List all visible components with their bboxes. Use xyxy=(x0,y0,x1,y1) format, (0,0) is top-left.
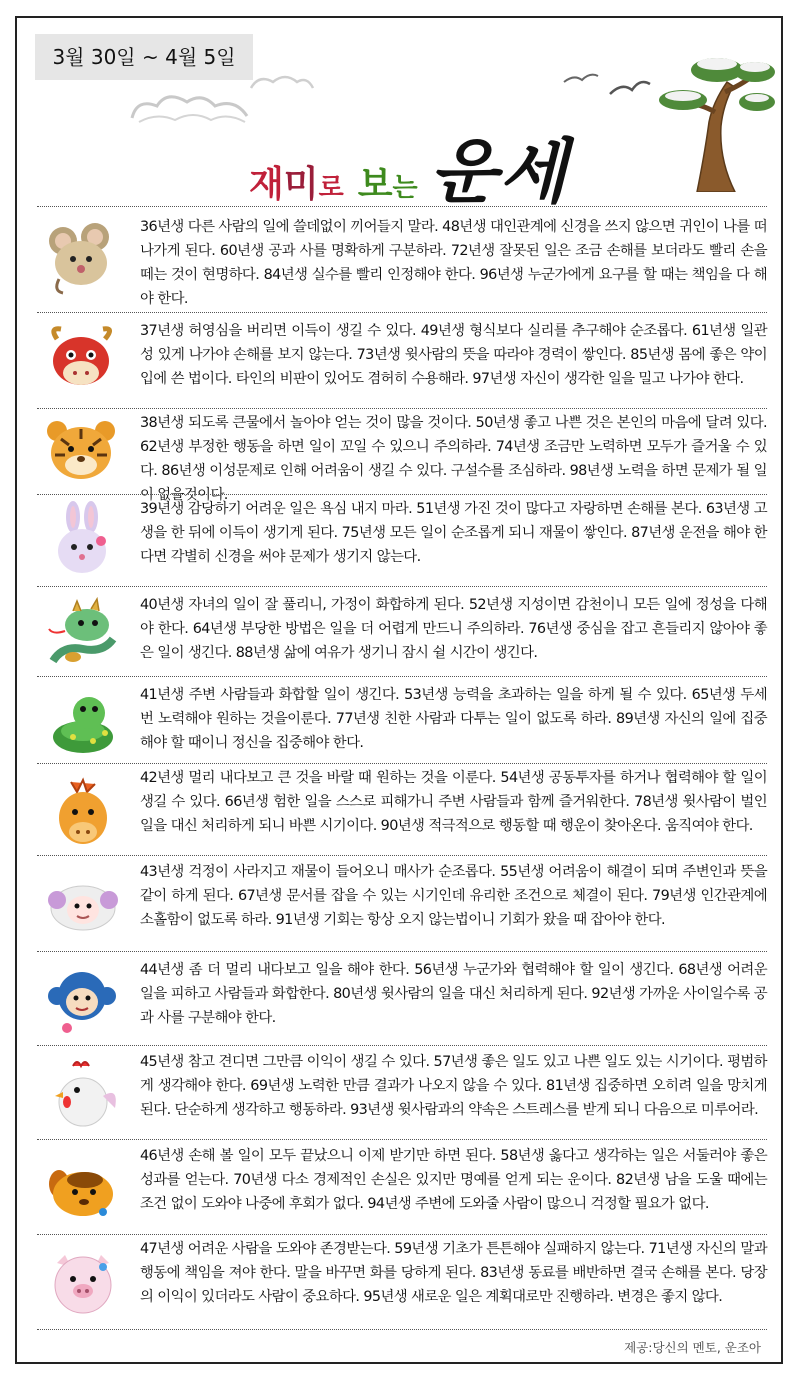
title-char: 로 xyxy=(318,173,344,203)
list-item xyxy=(37,676,767,763)
cloud-icon xyxy=(127,88,257,126)
title-char: 는 xyxy=(392,173,418,203)
title-main: 운세 xyxy=(429,130,569,213)
list-item xyxy=(37,312,767,408)
fortune-text: 40년생 자녀의 일이 잘 풀리니, 가정이 화합하게 된다. 52년생 지성이면 감천이니 모든 일에 정성을 다해야 한다. 64년생 부당한 방법은 일을 더 어렵게 만드니 주의하라. 76년생 중심을 잡고 흔들리지 않아야 좋은 일이 생긴다. 88년생 삶에 여유가 생기니 잠시 쉴 시간이 생긴다. xyxy=(140,597,767,661)
title-char: 보 xyxy=(357,164,393,205)
fortune-page xyxy=(15,16,783,1364)
rat-icon xyxy=(43,219,123,299)
fortune-text: 41년생 주변 사람들과 화합할 일이 생긴다. 53년생 능력을 초과하는 일을 하게 될 수 있다. 65년생 두세 번 노력해야 원하는 것을이룬다. 77년생 친한 사람과 다투는 일이 없도록 하라. 89년생 자신의 일에 집중해야 할 때이니 정신을 집중해야 한다. xyxy=(140,687,767,751)
list-item xyxy=(37,763,767,855)
list-item xyxy=(37,206,767,312)
title-char: 재 xyxy=(249,164,284,205)
date-range-label: 3월 30일 ~ 4월 5일 xyxy=(35,34,253,80)
page-title xyxy=(249,116,569,213)
fortune-text: 36년생 다른 사람의 일에 쓸데없이 끼어들지 말라. 48년생 대인관계에 신경을 쓰지 않으면 귀인이 나를 떠나가게 된다. 60년생 공과 사를 명확하게 구분하라. 72년생 잘못된 일은 조금 손해를 보더라도 빨리 손을 떼는 것이 현명하다. 84년생 실수를 빨리 인정해야 한다. 96년생 누군가에게 요구를 할 때는 책임을 다 해야 한다. xyxy=(140,219,767,307)
divider xyxy=(37,1329,767,1330)
dragon-icon xyxy=(43,595,123,675)
tiger-icon xyxy=(43,411,123,491)
title-char: 미 xyxy=(283,164,319,205)
list-item xyxy=(37,408,767,503)
fortune-text: 47년생 어려운 사람을 도와야 존경받는다. 59년생 기초가 튼튼해야 실패하지 않는다. 71년생 자신의 말과 행동에 책임을 져야 한다. 말을 바꾸면 화를 당하게 된다. 83년생 동료를 배반하면 결국 손해를 본다. 당장의 이익이 있더라도 사람이 중요하다. 95년생 새로운 일은 계획대로만 진행하라. 변경은 좋지 않다. xyxy=(140,1241,767,1305)
pine-tree-icon xyxy=(657,42,777,192)
list-item xyxy=(37,855,767,951)
cloud-icon xyxy=(247,70,317,94)
pig-icon xyxy=(43,1243,123,1323)
fortune-text: 38년생 되도록 큰물에서 놀아야 얻는 것이 많을 것이다. 50년생 좋고 나쁜 것은 본인의 마음에 달려 있다. 62년생 부정한 행동을 하면 일이 꼬일 수 있으니 주의하라. 74년생 조금만 노력하면 모두가 즐거울 수 있다. 86년생 이성문제로 인해 어려움이 생길 수 있다. 구설수를 조심하라. 98년생 노력을 하면 문제가 될 일이 없을것이다. xyxy=(140,415,767,503)
rooster-icon xyxy=(43,1056,123,1136)
fortune-text: 45년생 참고 견디면 그만큼 이익이 생길 수 있다. 57년생 좋은 일도 있고 나쁜 일도 있는 시기이다. 평범하게 생각해야 한다. 69년생 노력한 만큼 결과가 나오지 않을 수 있다. 81년생 집중하면 오히려 일을 망치게 된다. 단순하게 생각하고 행동하라. 93년생 윗사람과의 약속은 스트레스를 받게 되니 다음으로 미루어라. xyxy=(140,1054,767,1118)
ox-icon xyxy=(43,321,123,401)
rabbit-icon xyxy=(43,501,123,581)
fortune-text: 44년생 좀 더 멀리 내다보고 일을 해야 한다. 56년생 누군가와 협력해야 할 일이 생긴다. 68년생 어려운 일을 피하고 사람들과 화합한다. 80년생 윗사람의 일을 대신 처리하게 된다. 92년생 가까운 사이일수록 공과 사를 구분해야 한다. xyxy=(140,962,767,1026)
fortune-text: 39년생 감당하기 어려운 일은 욕심 내지 마라. 51년생 가진 것이 많다고 자랑하면 손해를 본다. 63년생 고생을 한 뒤에 이득이 생기게 된다. 75년생 모든 일이 순조롭게 되니 재물이 쌓인다. 87년생 운전을 해야 한다면 각별히 신경을 써야 문제가 생기지 않는다. xyxy=(140,501,767,565)
fortune-text: 43년생 걱정이 사라지고 재물이 들어오니 매사가 순조롭다. 55년생 어려움이 해결이 되며 주변인과 뜻을 같이 하게 된다. 67년생 문서를 잡을 수 있는 시기인데 유리한 조건으로 체결이 된다. 79년생 인간관계에 소홀함이 없도록 하라. 91년생 기회는 항상 오지 않는법이니 기회가 왔을 때 잡아야 한다. xyxy=(140,864,767,928)
monkey-icon xyxy=(43,960,123,1040)
sheep-icon xyxy=(43,864,123,944)
horse-icon xyxy=(43,772,123,852)
list-item xyxy=(37,1045,767,1139)
fortune-text: 42년생 멀리 내다보고 큰 것을 바랄 때 원하는 것을 이룬다. 54년생 공동투자를 하거나 협력해야 할 일이 생길 수 있다. 66년생 험한 일을 스스로 피해가니 주변 사람들과 함께 즐거워한다. 78년생 윗사람이 벌인 일을 대신 처리하게 되니 바쁜 시기이다. 90년생 적극적으로 행동할 때 행운이 찾아온다. 움직여야 한다. xyxy=(140,770,767,834)
list-item xyxy=(37,494,767,586)
list-item xyxy=(37,951,767,1045)
fortune-text: 37년생 허영심을 버리면 이득이 생길 수 있다. 49년생 형식보다 실리를 추구해야 순조롭다. 61년생 일관성 있게 나가야 손해를 보지 않는다. 73년생 윗사람의 뜻을 따라야 경력이 쌓인다. 85년생 몸에 좋은 약이 입에 쓴 법이다. 타인의 비판이 있어도 겸허히 수용해라. 97년생 자신이 생각한 일을 밀고 나가야 한다. xyxy=(140,323,767,387)
list-item xyxy=(37,1234,767,1326)
fortune-text: 46년생 손해 볼 일이 모두 끝났으니 이제 받기만 하면 된다. 58년생 옳다고 생각하는 일은 서둘러야 좋은 성과를 얻는다. 70년생 다소 경제적인 손실은 있지만 명예를 얻게 되는 운이다. 82년생 남을 도울 때에는 조건 없이 도와야 나중에 후회가 없다. 94년생 주변에 도와줄 사람이 많으니 걱정할 필요가 없다. xyxy=(140,1148,767,1212)
list-item xyxy=(37,586,767,676)
snake-icon xyxy=(43,681,123,761)
birds-icon xyxy=(562,66,652,106)
list-item xyxy=(37,1139,767,1234)
dog-icon xyxy=(43,1150,123,1230)
fortune-list xyxy=(37,206,767,1326)
credit-text: 제공:당신의 멘토, 운조아 xyxy=(624,1340,761,1355)
